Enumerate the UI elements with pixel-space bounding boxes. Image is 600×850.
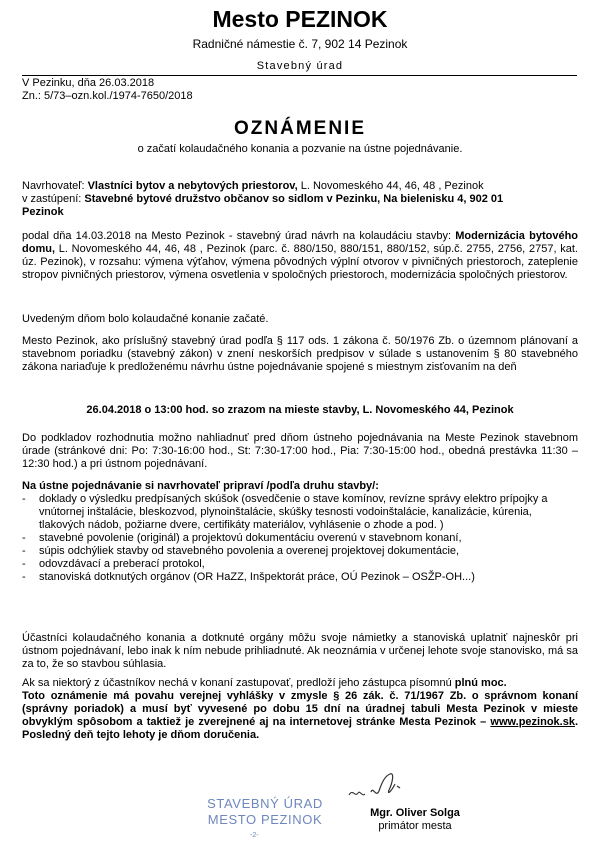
power-prefix: Ak sa niektorý z účastníkov nechá v konaní zastupovať, predloží jeho zástupca písomnú — [22, 677, 452, 689]
list-bullet: - — [22, 571, 26, 583]
objections-paragraph: Účastníci kolaudačného konania a dotknuté orgány môžu svoje námietky a stanoviská uplatniť najneskôr pri ústnom pojednávaní, lebo inak k ním nebude prihliadnuté. Ak neoznámia v určenej lehote svoje stanovisko, má sa za to, že so stavbou súhlasia. — [22, 632, 578, 670]
public-notice-paragraph — [22, 690, 578, 742]
submission-details: L. Novomeského 44, 46, 48 , Pezinok (parc. č. 880/150, 880/151, 880/152, súp.č. 2755, 2756, 2757, kat. úz. Pezinok), v rozsahu: výmena výťahov, výmena pôvodných výplní otvorov v pivničných priestoroch, zateplenie stropov pivničných priestorov, výmena osvetlenia v spoločných priestoroch, modernizácia spoločných priestorov. — [22, 243, 578, 281]
project-name: Modernizácia bytového domu, — [22, 230, 579, 255]
list-bullet: - — [22, 493, 26, 505]
stamp-line-1: STAVEBNÝ ÚRAD — [207, 796, 323, 811]
list-bullet: - — [22, 558, 26, 570]
city-title: Mesto PEZINOK — [212, 6, 388, 32]
power-bold: plnú moc. — [454, 677, 507, 689]
document-date: V Pezinku, dňa 26.03.2018 — [22, 77, 155, 89]
list-item-text: stavebné povolenie (originál) a projektovú dokumentáciu overenú v stavebnom konaní, — [39, 532, 462, 544]
list-item-text: stanoviská dotknutých orgánov (OR HaZZ, Inšpektorát práce, OÚ Pezinok – OSŽP-OH...) — [39, 571, 475, 583]
requirements-title: Na ústne pojednávanie si navrhovateľ pripraví /podľa druhu stavby/: — [22, 480, 379, 492]
applicant-name: Vlastníci bytov a nebytových priestorov, — [87, 180, 298, 192]
representative-city: Pezinok — [22, 206, 64, 218]
requirements-list — [22, 493, 578, 584]
representative-label: v zastúpení: — [22, 193, 82, 205]
office-name: Stavebný úrad — [256, 60, 344, 72]
stamp-number: -2- — [250, 832, 259, 839]
list-item-text: súpis odchýliek stavby od stavebného povolenia a overenej projektovej dokumentácie, — [39, 545, 460, 557]
reference-number: Zn.: 5/73–ozn.kol./1974-7650/2018 — [22, 90, 193, 102]
submission-paragraph — [22, 230, 578, 282]
applicant-address: L. Novomeského 44, 46, 48 , Pezinok — [300, 180, 484, 192]
notice-subheading: o začatí kolaudačného konania a pozvanie na ústne pojednávanie. — [137, 143, 463, 155]
list-bullet: - — [22, 532, 26, 544]
handwritten-signature — [345, 768, 415, 804]
applicant-label: Navrhovateľ: — [22, 180, 85, 192]
applicant-line — [22, 180, 578, 193]
representative-name: Stavebné bytové družstvo občanov so sidlom v Pezinku, Na bielenisku 4, 902 01 — [84, 193, 504, 205]
proceedings-started: Uvedeným dňom bolo kolaudačné konanie začaté. — [22, 313, 269, 325]
list-bullet: - — [22, 545, 26, 557]
list-item-text: odovzdávací a preberací protokol, — [39, 558, 205, 570]
submission-prefix: podal dňa 14.03.2018 na Mesto Pezinok - stavebný úrad návrh na kolaudáciu stavby: — [22, 230, 451, 242]
list-item-text: doklady o výsledku predpísaných skúšok (osvedčenie o stave komínov, revízne správy elektro prípojky a vnútornej inštalácie, bleskozvod, plynoinštalácie, skúšky tesnosti vodoinštalácie, kanalizácie, kúrenia, tlakových nádob, požiarne dvere, certifikáty materiálov, vyhlásenie o zhode a pod. ) — [39, 493, 548, 531]
list-item — [22, 532, 578, 545]
stamp-line-2: MESTO PEZINOK — [207, 812, 323, 827]
notice-heading: OZNÁMENIE — [234, 118, 366, 139]
public-prefix: Toto oznámenie má povahu verejnej vyhlášky v zmysle § 26 zák. č. 71/1967 Zb. o správnom konaní (správny poriadok) a musí byť vyvesené po dobu 15 dní na úradnej tabuli Mesta Pezinok v mieste obvyklým spôsobom a taktiež je zverejnené aj na internetovej stránke Mesta Pezinok – — [22, 690, 578, 728]
list-item — [22, 558, 578, 571]
signer-name: Mgr. Oliver Solga — [370, 807, 460, 819]
header-divider — [22, 75, 577, 76]
signer-role: primátor mesta — [378, 820, 452, 832]
public-suffix: . Posledný deň tejto lehoty je dňom doručenia. — [22, 716, 579, 741]
website-link[interactable]: www.pezinok.sk — [490, 716, 575, 728]
list-item — [22, 493, 578, 532]
power-of-attorney-paragraph — [22, 677, 578, 690]
office-stamp — [190, 796, 340, 828]
hearing-date: 26.04.2018 o 13:00 hod. so zrazom na mieste stavby, L. Novomeského 44, Pezinok — [86, 404, 514, 416]
city-address: Radničné námestie č. 7, 902 14 Pezinok — [192, 37, 408, 51]
list-item — [22, 545, 578, 558]
legal-basis-paragraph: Mesto Pezinok, ako príslušný stavebný úrad podľa § 117 ods. 1 zákona č. 50/1976 Zb. o územnom plánovaní a stavebnom poriadku (stavebný zákon) v znení neskorších predpisov v súlade s ustanovením § 80 stavebného zákona nariaďuje k predloženému návrhu ústne pojednávanie spojené s miestnym zisťovaním na deň — [22, 335, 578, 373]
list-item — [22, 571, 578, 584]
inspection-paragraph: Do podkladov rozhodnutia možno nahliadnuť pred dňom ústneho pojednávania na Meste Pezinok stavebnom úrade (stránkové dni: Po: 7:30-16:00 hod., St: 7:30-17:00 hod., Pia: 7:30-15:00 hod., obedná prestávka 11:30 – 12:30 hod.) a pri ústnom pojednávaní. — [22, 432, 578, 470]
representative-line — [22, 193, 578, 206]
